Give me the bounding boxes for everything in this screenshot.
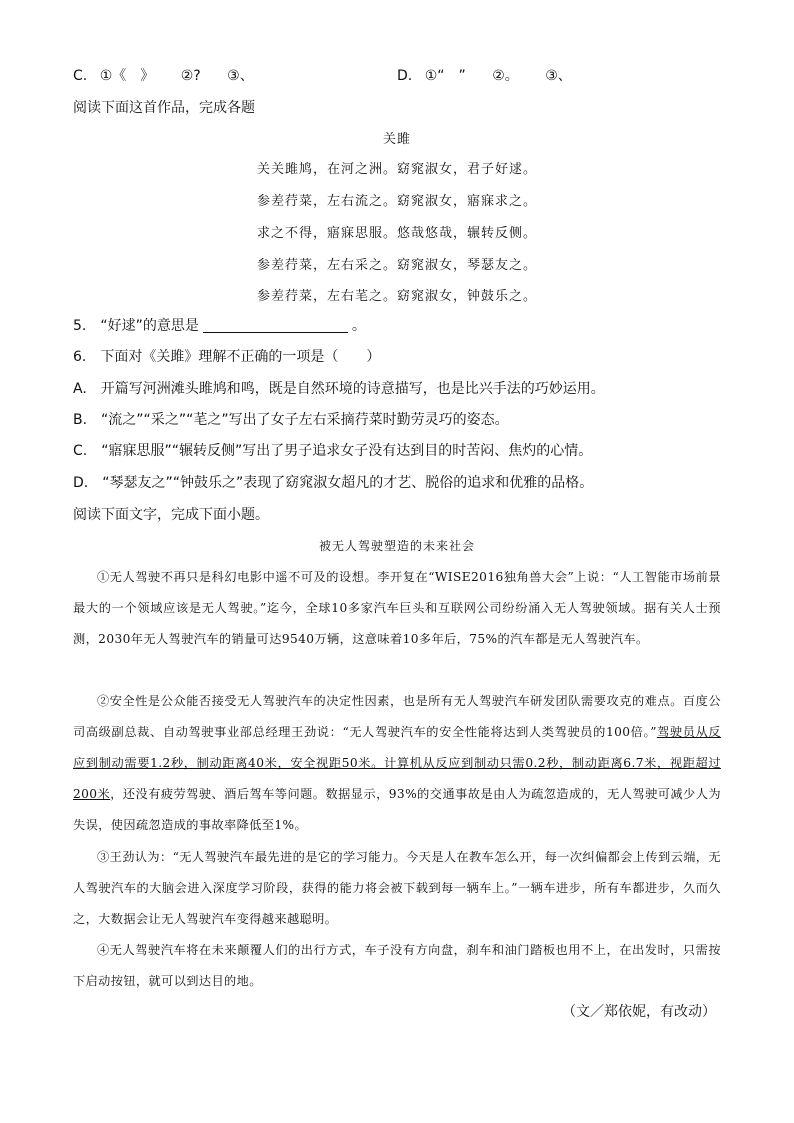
article-paragraph-4: ④无人驾驶汽车将在未来颠覆人们的出行方式，车子没有方向盘，刹车和油门踏板也用不上，在出发时，只需按下启动按钮，就可以到达目的地。 bbox=[73, 943, 721, 988]
question-5-text: 5. “好逑”的意思是 bbox=[73, 318, 199, 334]
article-title: 被无人驾驶塑造的未来社会 bbox=[318, 539, 475, 553]
question-6-stem: 6. 下面对《关雎》理解不正确的一项是（ ） bbox=[73, 349, 381, 365]
answer-blank[interactable] bbox=[203, 318, 348, 333]
question-6-option-c: C. “寤寐思服”“辗转反侧”写出了男子追求女子没有达到目的时苦闷、焦灼的心情。 bbox=[73, 443, 593, 459]
article-instruction: 阅读下面文字，完成下面小题。 bbox=[73, 507, 269, 523]
article-source: （文／郑依妮，有改动） bbox=[562, 1004, 716, 1020]
question-5-suffix: 。 bbox=[351, 318, 366, 334]
question-5 bbox=[73, 316, 366, 336]
p2-text-before: ②安全性是公众能否接受无人驾驶汽车的决定性因素，也是所有无人驾驶汽车研发团队需要攻克的难点。百度公司高级副总裁、自动驾驶事业部总经理王劲说：“无人驾驶汽车的安全性能将达到人类驾驶员的100倍。” bbox=[73, 694, 721, 739]
p2-underlined-text: 驾驶员从反应到制动需要1.2秒，制动距离40米，安全视距50米。计算机从反应到制动只需0.2秒，制动距离6.7米，视距超过200米 bbox=[73, 725, 721, 801]
question-6-option-d: D. “琴瑟友之”“钟鼓乐之”表现了窈窕淑女超凡的才艺、脱俗的追求和优雅的品格。 bbox=[73, 475, 594, 491]
article-paragraph-3: ③王劲认为：“无人驾驶汽车最先进的是它的学习能力。今天是人在教车怎么开，每一次纠偏都会上传到云端，无人驾驶汽车的大脑会进入深度学习阶段，获得的能力将会被下载到每一辆车上。”一辆车进步，所有车都进步，久而久之，大数据会让无人驾驶汽车变得越来越聪明。 bbox=[73, 850, 721, 926]
option-d bbox=[397, 66, 594, 86]
article-paragraph-2 bbox=[73, 686, 721, 841]
question-6-option-a: A. 开篇写河洲滩头雎鸠和鸣，既是自然环境的诗意描写，也是比兴手法的巧妙运用。 bbox=[73, 381, 605, 397]
poem-line: 参差荇菜，左右芼之。窈窕淑女，钟鼓乐之。 bbox=[256, 289, 537, 304]
poem-line: 参差荇菜，左右采之。窈窕淑女，琴瑟友之。 bbox=[256, 258, 537, 273]
option-c-label: C. bbox=[73, 68, 88, 84]
poem-instruction: 阅读下面这首作品，完成各题 bbox=[73, 100, 255, 116]
poem-line: 参差荇菜，左右流之。窈窕淑女，寤寐求之。 bbox=[256, 194, 537, 209]
poem-title: 关雎 bbox=[382, 132, 411, 147]
poem-line: 求之不得，寤寐思服。悠哉悠哉，辗转反侧。 bbox=[256, 226, 537, 241]
option-c-part3: ③、 bbox=[227, 68, 254, 84]
question-6-option-b: B. “流之”“采之”“芼之”写出了女子左右采摘荇菜时勤劳灵巧的姿态。 bbox=[73, 412, 509, 428]
poem-line: 关关雎鸠，在河之洲。窈窕淑女，君子好逑。 bbox=[256, 162, 537, 177]
option-d-part3: ③、 bbox=[545, 68, 572, 84]
option-d-part2: ②。 bbox=[492, 68, 519, 84]
option-d-label: D. bbox=[397, 68, 413, 84]
option-d-part1: ①“ ” bbox=[424, 68, 466, 84]
option-c-part1: ①《 》 bbox=[99, 68, 155, 84]
p2-text-after: ，还没有疲劳驾驶、酒后驾车等问题。数据显示，93%的交通事故是由人为疏忽造成的，无人驾驶可减少人为失误，使因疏忽造成的事故率降低至1%。 bbox=[73, 787, 721, 832]
article-paragraph-1: ①无人驾驶不再只是科幻电影中遥不可及的设想。李开复在“WISE2016独角兽大会”上说：“人工智能市场前景最大的一个领域应该是无人驾驶。”迄今，全球10多家汽车巨头和互联网公司纷纷涌入无人驾驶领域。据有关人士预测，2030年无人驾驶汽车的销量可达9540万辆，这意味着10多年后，75%的汽车都是无人驾驶汽车。 bbox=[73, 570, 721, 646]
option-c bbox=[73, 66, 276, 86]
option-c-part2: ②? bbox=[180, 68, 201, 84]
